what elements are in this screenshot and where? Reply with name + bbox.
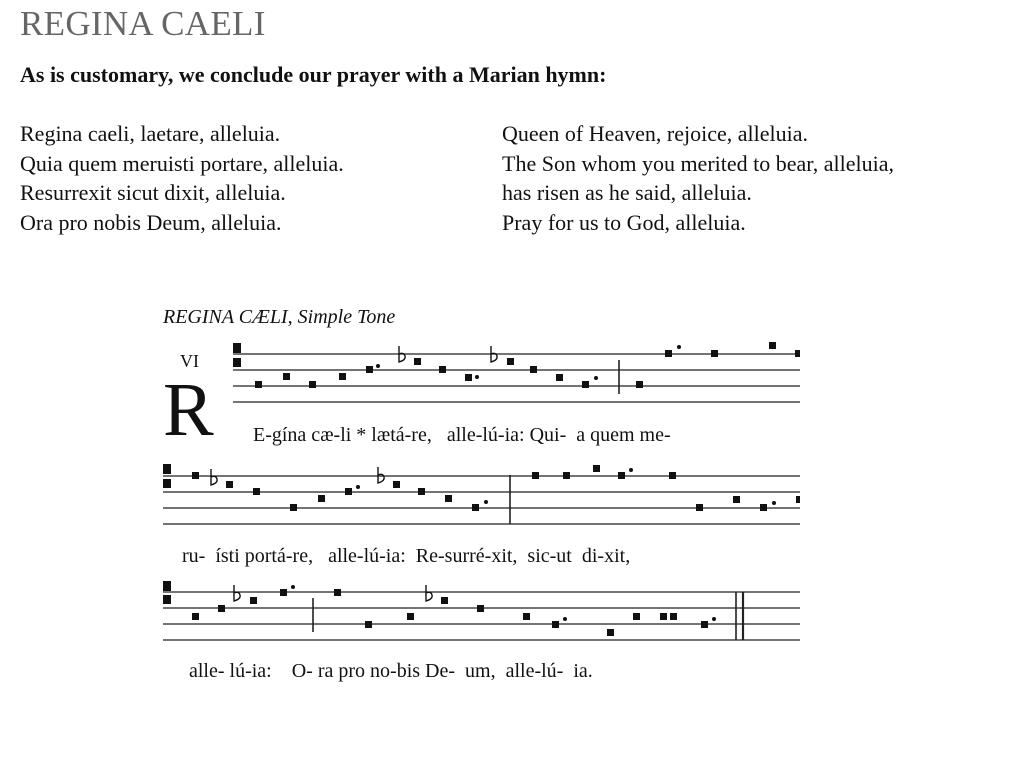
- lyrics-line-3: alle- lú-ia: O- ra pro no-bis De- um, alle-lú- ia.: [189, 660, 593, 682]
- flat-icon: [234, 585, 432, 601]
- staff-2: [163, 464, 800, 524]
- mode-label: VI: [180, 351, 199, 371]
- staff-1: [233, 342, 800, 402]
- english-line: has risen as he said, alleluia.: [502, 180, 752, 205]
- intro-text: As is customary, we conclude our prayer with a Marian hymn:: [20, 62, 607, 87]
- latin-line: Quia quem meruisti portare, alleluia.: [20, 150, 344, 176]
- c-clef-icon: [233, 343, 241, 367]
- page-title: REGINA CAELI: [20, 4, 266, 43]
- score-title-name: REGINA CÆLI: [163, 306, 288, 328]
- staff-3: [163, 581, 800, 640]
- latin-line: Resurrexit sicut dixit, alleluia.: [20, 180, 286, 205]
- initial-letter: R: [163, 368, 214, 452]
- english-line: Queen of Heaven, rejoice, alleluia.: [502, 121, 809, 146]
- english-line: Pray for us to God, alleluia.: [502, 209, 746, 235]
- latin-line: Ora pro nobis Deum, alleluia.: [20, 209, 282, 235]
- english-line: The Son whom you merited to bear, alleluia,: [502, 150, 894, 176]
- lyrics-line-2: ru- ísti portá-re, alle-lú-ia: Re-surré-xit, sic-ut di-xit,: [182, 545, 631, 567]
- score-title-subtitle: , Simple Tone: [287, 306, 396, 328]
- lyrics-line-1: E-gína cæ-li * lætá-re, alle-lú-ia: Qui- a quem me-: [253, 424, 671, 446]
- latin-line: Regina caeli, laetare, alleluia.: [20, 121, 281, 146]
